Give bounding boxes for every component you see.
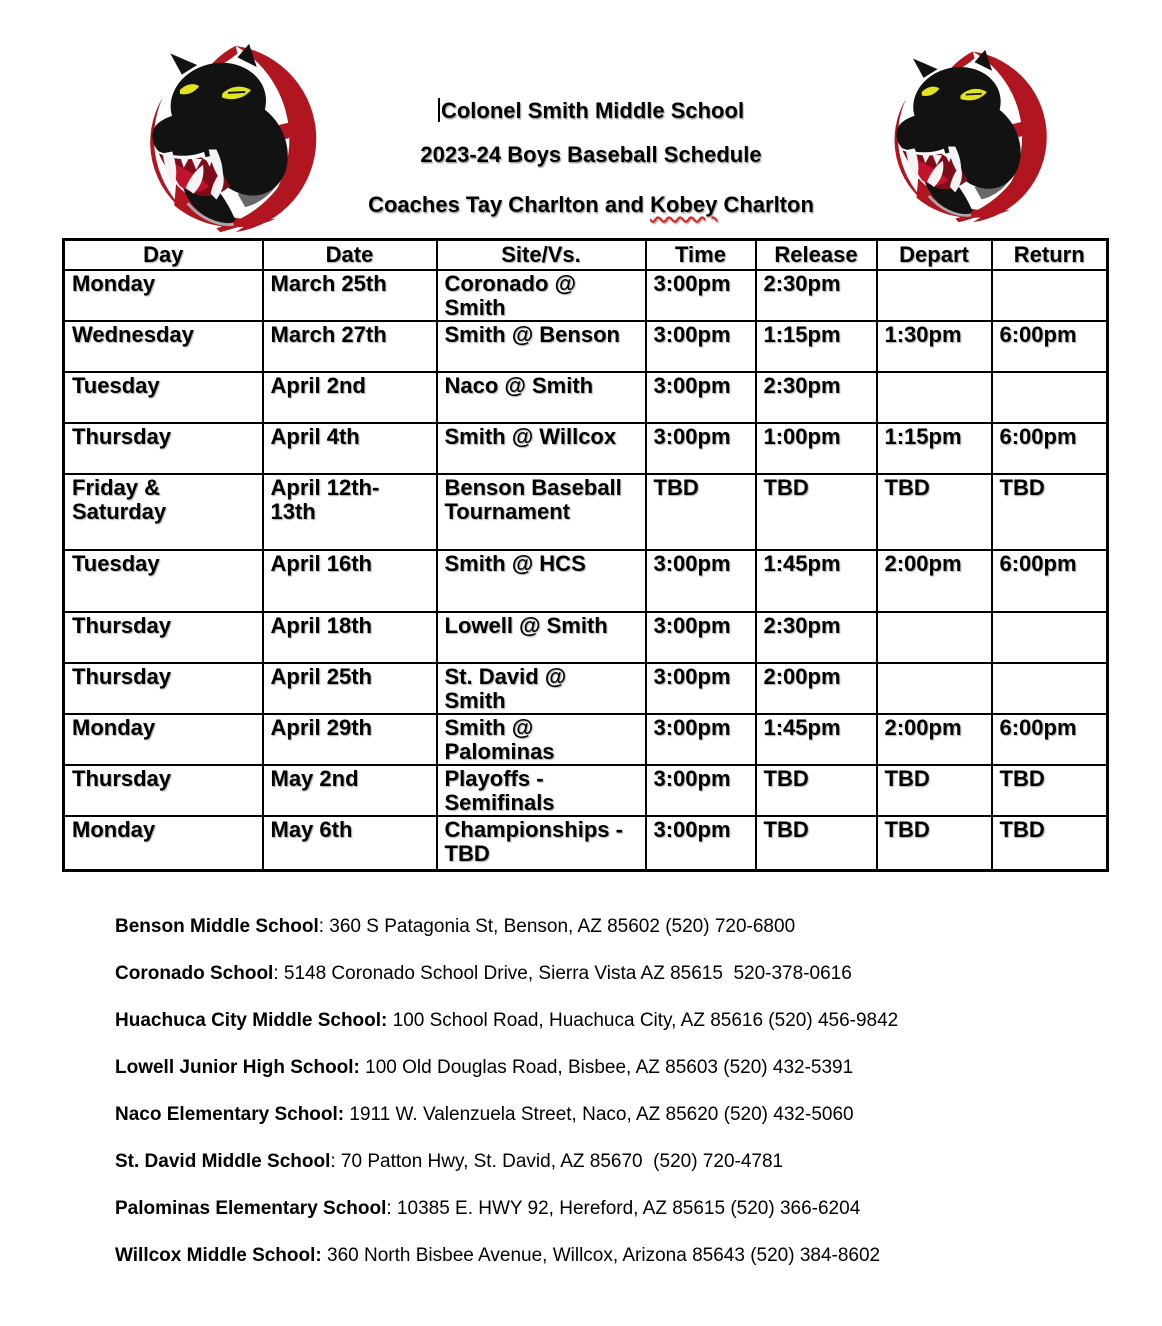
schedule-cell: 3:00pm	[646, 714, 756, 765]
schedule-cell: TBD	[756, 816, 877, 870]
schedule-cell: Coronado @ Smith	[437, 270, 646, 321]
schedule-cell: Smith @ HCS	[437, 550, 646, 612]
schedule-cell: TBD	[877, 765, 992, 816]
schedule-cell	[992, 663, 1108, 714]
schedule-cell: Lowell @ Smith	[437, 612, 646, 663]
column-header: Return	[992, 240, 1108, 271]
schedule-cell	[877, 270, 992, 321]
panther-logo-icon	[876, 46, 1052, 226]
schedule-cell: TBD	[756, 474, 877, 550]
schedule-cell: 6:00pm	[992, 550, 1108, 612]
school-name: Naco Elementary School:	[115, 1104, 345, 1125]
schedule-cell: Championships - TBD	[437, 816, 646, 870]
table-row	[64, 765, 1108, 816]
schedule-cell: Thursday	[64, 663, 263, 714]
schedule-cell: 6:00pm	[992, 423, 1108, 474]
schedule-cell: Wednesday	[64, 321, 263, 372]
schedule-cell: April 18th	[263, 612, 437, 663]
school-address-line	[115, 1245, 1095, 1266]
school-name: Huachuca City Middle School:	[115, 1010, 388, 1031]
schedule-cell: St. David @ Smith	[437, 663, 646, 714]
table-row	[64, 663, 1108, 714]
schedule-cell: May 6th	[263, 816, 437, 870]
schedule-cell: April 2nd	[263, 372, 437, 423]
schedule-cell: May 2nd	[263, 765, 437, 816]
schedule-cell: 1:00pm	[756, 423, 877, 474]
schedule-cell: 1:45pm	[756, 550, 877, 612]
schedule-cell: 1:45pm	[756, 714, 877, 765]
schedule-cell: TBD	[756, 765, 877, 816]
table-row	[64, 423, 1108, 474]
schedule-cell: 1:15pm	[756, 321, 877, 372]
schedule-cell: Smith @ Willcox	[437, 423, 646, 474]
school-address-line	[115, 963, 1095, 984]
schedule-cell: 3:00pm	[646, 372, 756, 423]
schedule-cell: 2:30pm	[756, 372, 877, 423]
table-row	[64, 474, 1108, 550]
schedule-cell: March 27th	[263, 321, 437, 372]
schedule-cell: 1:15pm	[877, 423, 992, 474]
table-row	[64, 714, 1108, 765]
schedule-cell: 3:00pm	[646, 663, 756, 714]
schedule-cell: 2:00pm	[877, 550, 992, 612]
table-row	[64, 372, 1108, 423]
school-address-text: : 5148 Coronado School Drive, Sierra Vista AZ 85615 520-378-0616	[273, 963, 852, 984]
column-header: Release	[756, 240, 877, 271]
page-title: Colonel Smith Middle School	[320, 98, 862, 123]
table-row	[64, 550, 1108, 612]
schedule-cell: April 16th	[263, 550, 437, 612]
column-header: Day	[64, 240, 263, 271]
schedule-cell: 1:30pm	[877, 321, 992, 372]
school-address-text: 1911 W. Valenzuela Street, Naco, AZ 85620 (520) 432-5060	[344, 1104, 854, 1125]
schedule-cell: 2:30pm	[756, 612, 877, 663]
schedule-cell	[992, 270, 1108, 321]
schedule-cell: Tuesday	[64, 550, 263, 612]
table-header-row	[64, 240, 1108, 271]
school-address-text: 100 School Road, Huachuca City, AZ 85616 (520) 456-9842	[387, 1010, 899, 1031]
schedule-cell: 3:00pm	[646, 765, 756, 816]
schedule-cell: Friday & Saturday	[64, 474, 263, 550]
schedule-cell: April 25th	[263, 663, 437, 714]
school-address-text: : 70 Patton Hwy, St. David, AZ 85670 (520) 720-4781	[330, 1151, 784, 1172]
schedule-cell: TBD	[992, 765, 1108, 816]
schedule-cell: Monday	[64, 816, 263, 870]
schedule-cell: March 25th	[263, 270, 437, 321]
schedule-cell: TBD	[877, 474, 992, 550]
school-address-line	[115, 1104, 1095, 1125]
school-name: Coronado School	[115, 963, 274, 984]
school-address-line	[115, 1010, 1095, 1031]
schedule-cell: 3:00pm	[646, 321, 756, 372]
schedule-cell: Thursday	[64, 612, 263, 663]
schedule-cell: April 4th	[263, 423, 437, 474]
table-row	[64, 816, 1108, 870]
column-header: Depart	[877, 240, 992, 271]
column-header: Site/Vs.	[437, 240, 646, 271]
table-row	[64, 612, 1108, 663]
schedule-cell: 3:00pm	[646, 423, 756, 474]
schedule-cell: Naco @ Smith	[437, 372, 646, 423]
schedule-cell	[877, 612, 992, 663]
schedule-cell: Tuesday	[64, 372, 263, 423]
schedule-cell: Smith @ Palominas	[437, 714, 646, 765]
schedule-cell: Smith @ Benson	[437, 321, 646, 372]
table-row	[64, 270, 1108, 321]
school-addresses	[115, 916, 1095, 1292]
title-block	[320, 98, 862, 237]
schedule-cell: Thursday	[64, 765, 263, 816]
schedule-cell	[992, 372, 1108, 423]
school-name: Willcox Middle School:	[115, 1245, 322, 1266]
text-cursor	[438, 98, 440, 122]
school-address-line	[115, 916, 1095, 937]
school-name: St. David Middle School	[115, 1151, 331, 1172]
column-header: Date	[263, 240, 437, 271]
schedule-cell: 2:00pm	[756, 663, 877, 714]
school-address-text: : 360 S Patagonia St, Benson, AZ 85602 (520) 720-6800	[318, 916, 796, 937]
column-header: Time	[646, 240, 756, 271]
school-address-line	[115, 1151, 1095, 1172]
schedule-cell: 6:00pm	[992, 714, 1108, 765]
schedule-cell: Thursday	[64, 423, 263, 474]
schedule-cell: TBD	[992, 474, 1108, 550]
schedule-cell: 3:00pm	[646, 270, 756, 321]
panther-logo-icon	[130, 40, 322, 236]
school-name: Benson Middle School	[115, 916, 319, 937]
schedule-cell: April 12th-13th	[263, 474, 437, 550]
table-row	[64, 321, 1108, 372]
schedule-cell: 2:30pm	[756, 270, 877, 321]
page-subtitle: 2023-24 Boys Baseball Schedule	[420, 142, 762, 167]
schedule-cell: 6:00pm	[992, 321, 1108, 372]
schedule-cell	[877, 372, 992, 423]
schedule-cell: Playoffs - Semifinals	[437, 765, 646, 816]
schedule-table	[62, 238, 1109, 872]
school-address-line	[115, 1057, 1095, 1078]
schedule-body	[64, 270, 1108, 870]
school-address-text: 100 Old Douglas Road, Bisbee, AZ 85603 (520) 432-5391	[359, 1057, 854, 1078]
schedule-cell: TBD	[646, 474, 756, 550]
school-address-text: : 10385 E. HWY 92, Hereford, AZ 85615 (520) 366-6204	[386, 1198, 861, 1219]
schedule-cell: Benson Baseball Tournament	[437, 474, 646, 550]
schedule-cell: 2:00pm	[877, 714, 992, 765]
schedule-cell	[877, 663, 992, 714]
schedule-cell: TBD	[877, 816, 992, 870]
schedule-cell	[992, 612, 1108, 663]
school-name: Palominas Elementary School	[115, 1198, 387, 1219]
schedule-table-wrap	[62, 238, 1106, 872]
school-address-text: 360 North Bisbee Avenue, Willcox, Arizona 85643 (520) 384-8602	[321, 1245, 881, 1266]
page-header	[0, 0, 1162, 238]
school-address-line	[115, 1198, 1095, 1219]
schedule-cell: TBD	[992, 816, 1108, 870]
schedule-cell: Monday	[64, 270, 263, 321]
misspelled-word: Kobey	[650, 192, 718, 217]
coaches-line: Coaches Tay Charlton and Kobey Charlton	[368, 192, 814, 217]
schedule-cell: 3:00pm	[646, 550, 756, 612]
schedule-cell: 3:00pm	[646, 612, 756, 663]
school-name: Lowell Junior High School:	[115, 1057, 360, 1078]
schedule-cell: April 29th	[263, 714, 437, 765]
schedule-cell: 3:00pm	[646, 816, 756, 870]
schedule-cell: Monday	[64, 714, 263, 765]
